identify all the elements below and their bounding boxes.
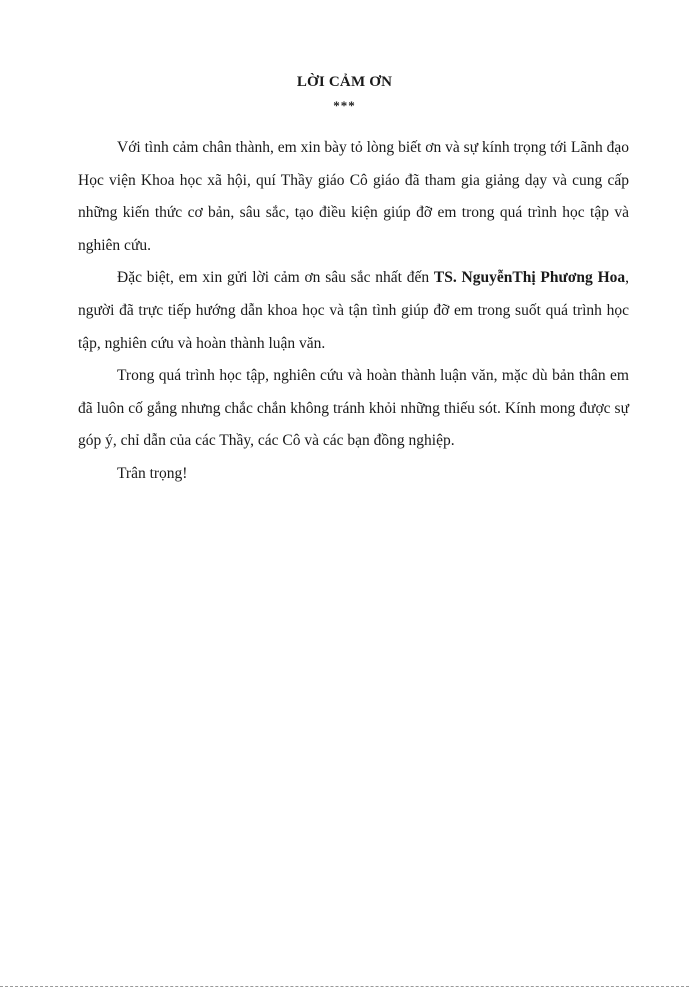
paragraph-gratitude-institute: Với tình cảm chân thành, em xin bày tỏ lòng biết ơn và sự kính trọng tới Lãnh đạo Học viện Khoa học xã hội, quí Thầy giáo Cô giáo đã tham gia giảng dạy và cung cấp những kiến thức cơ bản, sâu sắc, tạo điều kiện giúp đỡ em trong quá trình học tập và nghiên cứu. (78, 139, 629, 254)
body-text (78, 132, 629, 491)
page-bottom-rule (0, 986, 689, 987)
title-separator: *** (333, 98, 356, 113)
paragraph-advisor-rest: , người đã trực tiếp hướng dẫn khoa học và tận tình giúp đỡ em trong suốt quá trình học tập, nghiên cứu và hoàn thành luận văn. (78, 269, 629, 352)
paragraph-shortcomings: Trong quá trình học tập, nghiên cứu và hoàn thành luận văn, mặc dù bản thân em đã luôn cố gắng nhưng chắc chắn không tránh khỏi những thiếu sót. Kính mong được sự góp ý, chỉ dẫn của các Thầy, các Cô và các bạn đồng nghiệp. (78, 367, 629, 450)
closing-line: Trân trọng! (117, 464, 188, 482)
paragraph-advisor-lead: Đặc biệt, em xin gửi lời cảm ơn sâu sắc nhất đến (117, 269, 434, 287)
advisor-name: TS. NguyễnThị Phương Hoa (433, 269, 626, 287)
paragraph-gratitude-advisor (78, 262, 629, 360)
page-title: LỜI CẢM ƠN (296, 74, 393, 90)
